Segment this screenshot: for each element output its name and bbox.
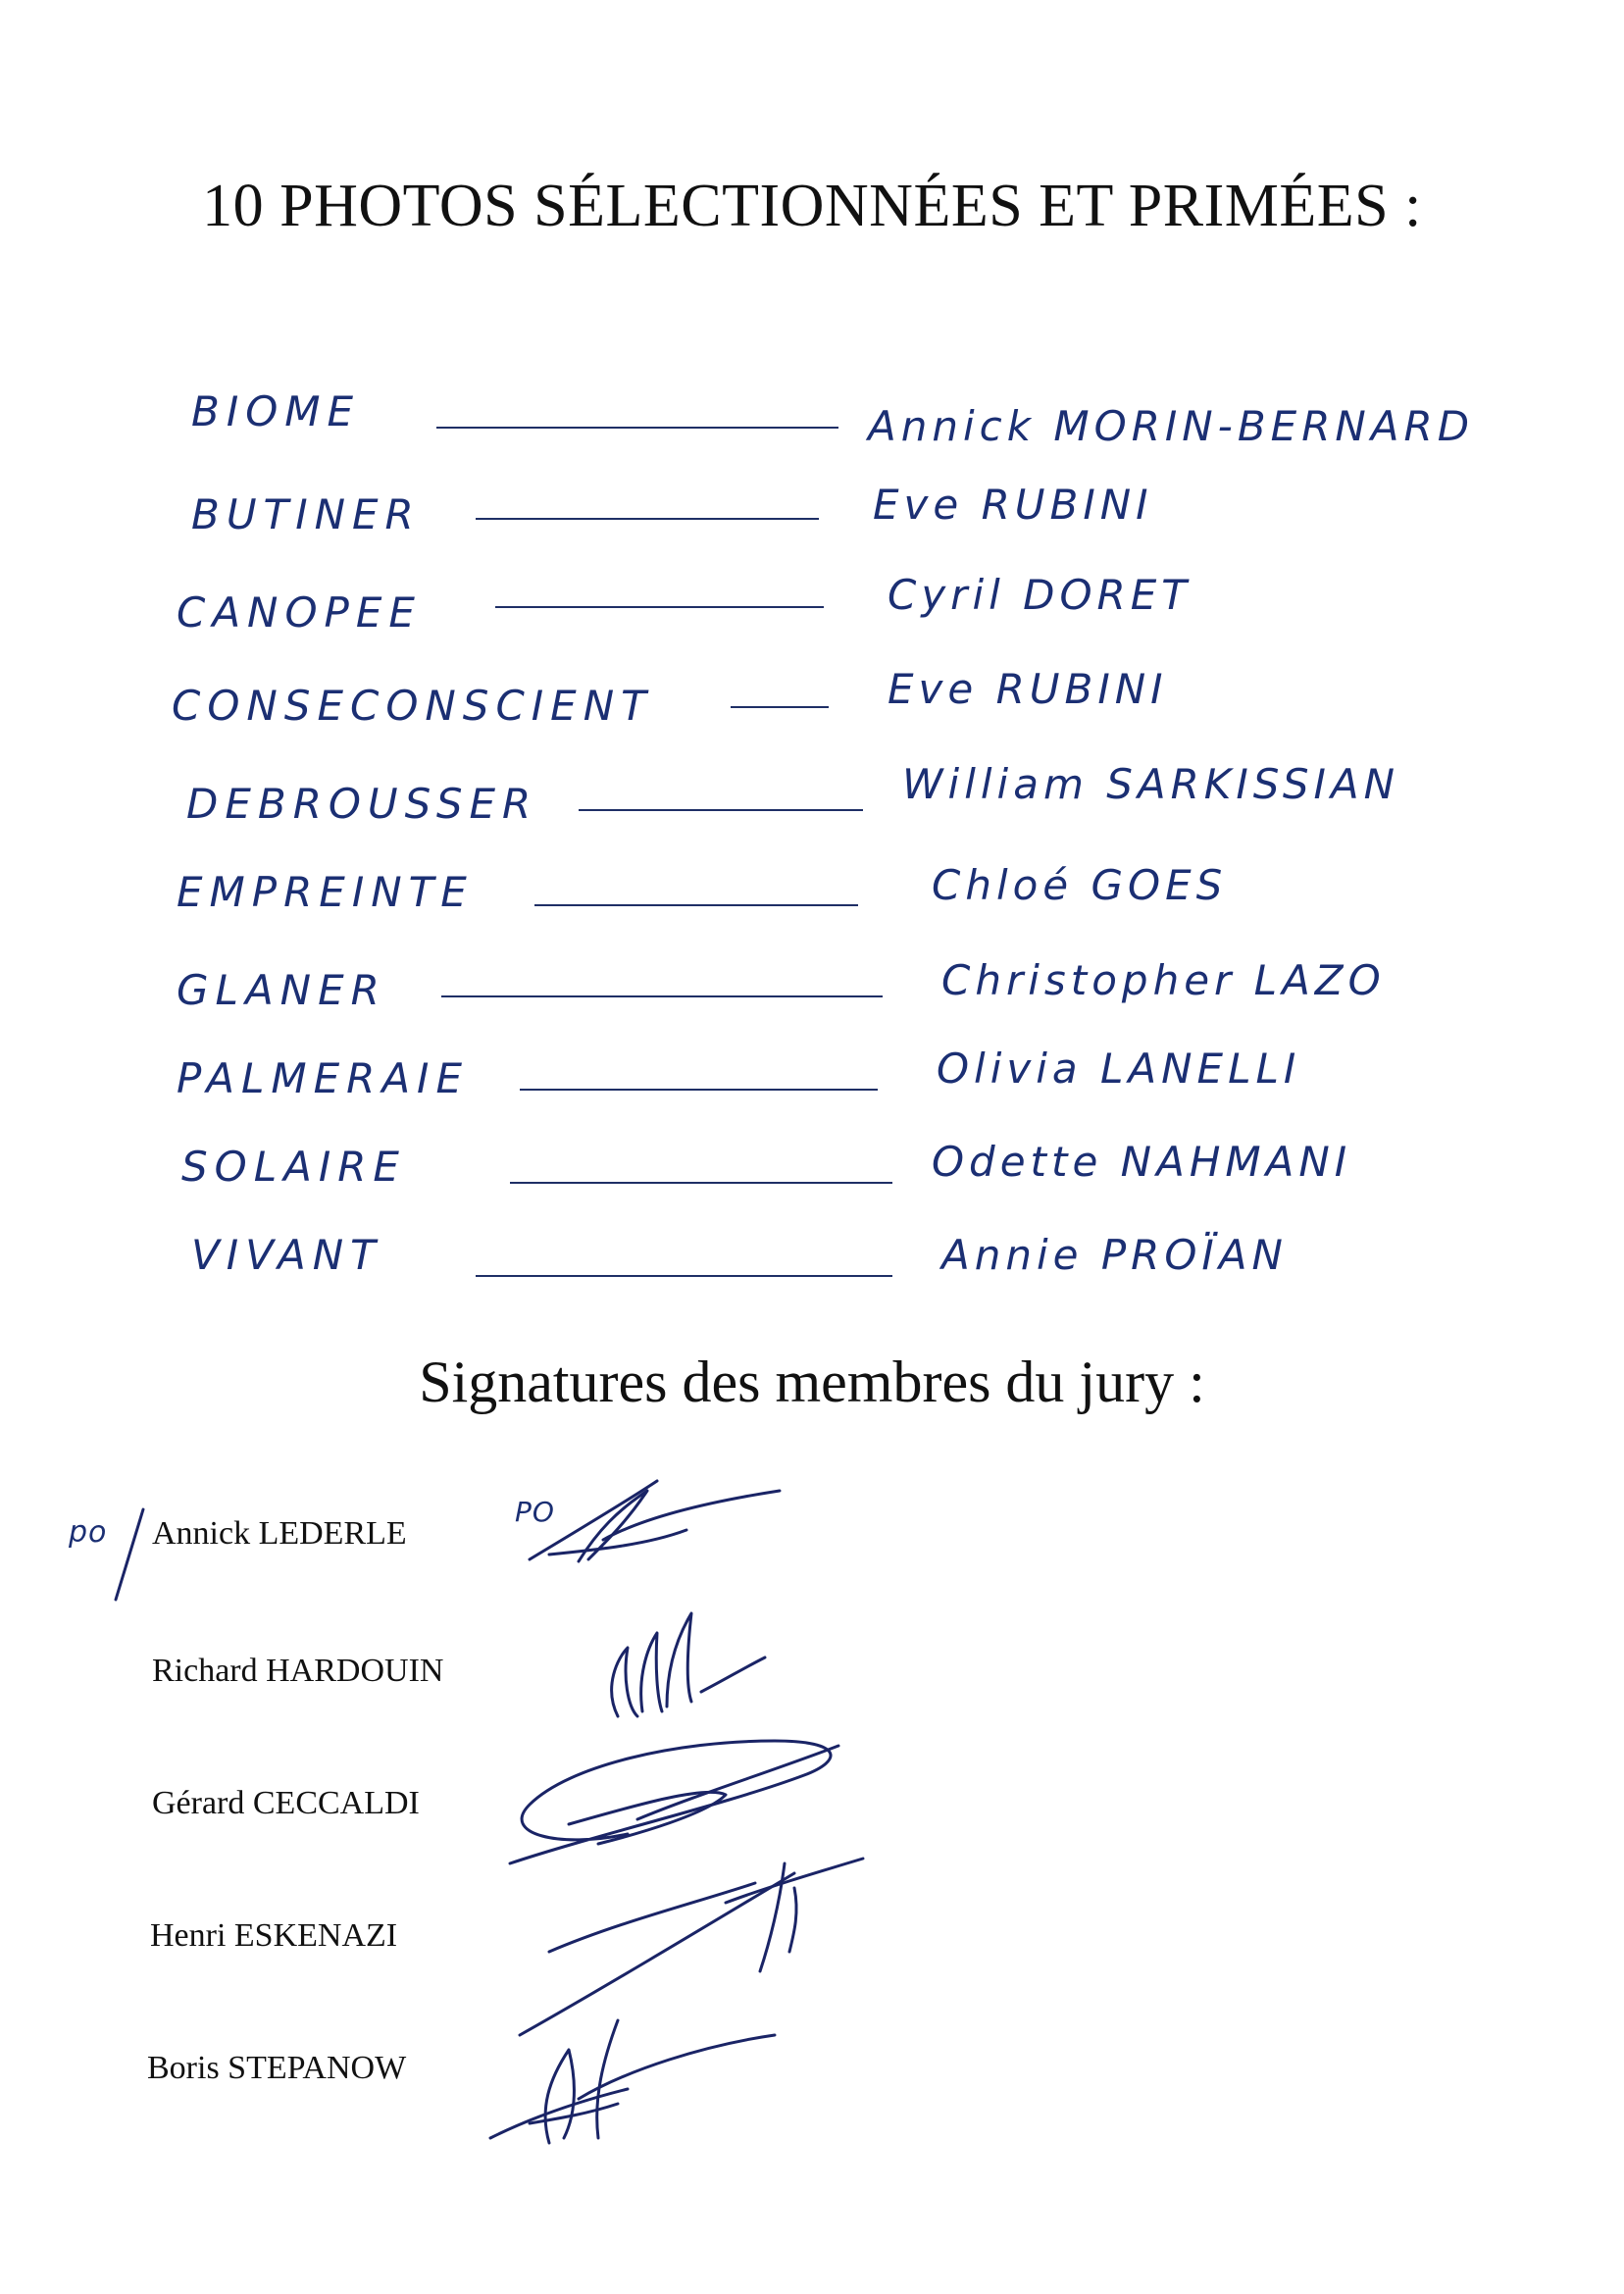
dash-line — [731, 706, 829, 708]
jury-member-name: Henri ESKENAZI — [150, 1917, 398, 1954]
dash-line — [579, 809, 863, 811]
proxy-slash-mark — [110, 1505, 149, 1604]
photo-author: Annie PROÏAN — [941, 1231, 1288, 1279]
photo-author: Odette NAHMANI — [932, 1138, 1352, 1186]
photo-author: Cyril DORET — [888, 571, 1192, 619]
photo-title: DEBROUSSER — [186, 780, 538, 828]
photo-title: PALMERAIE — [177, 1054, 469, 1102]
jury-member-name: Richard HARDOUIN — [152, 1653, 444, 1689]
photo-author: Eve RUBINI — [873, 481, 1153, 529]
proxy-note: po — [69, 1515, 108, 1550]
jury-member-name: Gérard CECCALDI — [152, 1785, 420, 1821]
jury-member-name: Annick LEDERLE — [152, 1515, 407, 1552]
dash-line — [436, 427, 838, 429]
page-title: 10 PHOTOS SÉLECTIONNÉES ET PRIMÉES : — [202, 173, 1422, 239]
photo-title: BIOME — [191, 387, 361, 435]
dash-line — [476, 1275, 892, 1277]
photo-author: Olivia LANELLI — [937, 1045, 1301, 1093]
signature-note: PO — [515, 1496, 555, 1528]
photo-title: BUTINER — [191, 490, 421, 538]
jury-member-name: Boris STEPANOW — [147, 2050, 407, 2086]
dash-line — [510, 1182, 892, 1184]
photo-title: VIVANT — [191, 1231, 382, 1279]
dash-line — [495, 606, 824, 608]
dash-line — [476, 518, 819, 520]
photo-title: SOLAIRE — [181, 1143, 406, 1191]
photo-author: Christopher LAZO — [941, 956, 1386, 1004]
jury-title: Signatures des membres du jury : — [419, 1350, 1205, 1414]
dash-line — [520, 1089, 878, 1091]
dash-line — [441, 995, 883, 997]
photo-author: Eve RUBINI — [888, 665, 1168, 713]
signature-hardouin — [598, 1608, 775, 1726]
signature-stepanow — [481, 2011, 794, 2148]
photo-title: CONSECONSCIENT — [172, 682, 653, 730]
signature-lederle — [520, 1471, 794, 1569]
photo-title: EMPREINTE — [177, 868, 474, 916]
photo-author: William SARKISSIAN — [902, 760, 1400, 808]
photo-title: GLANER — [177, 966, 386, 1014]
dash-line — [534, 904, 858, 906]
photo-author: Annick MORIN-BERNARD — [868, 402, 1475, 450]
photo-title: CANOPEE — [177, 588, 422, 637]
photo-author: Chloé GOES — [932, 861, 1228, 909]
